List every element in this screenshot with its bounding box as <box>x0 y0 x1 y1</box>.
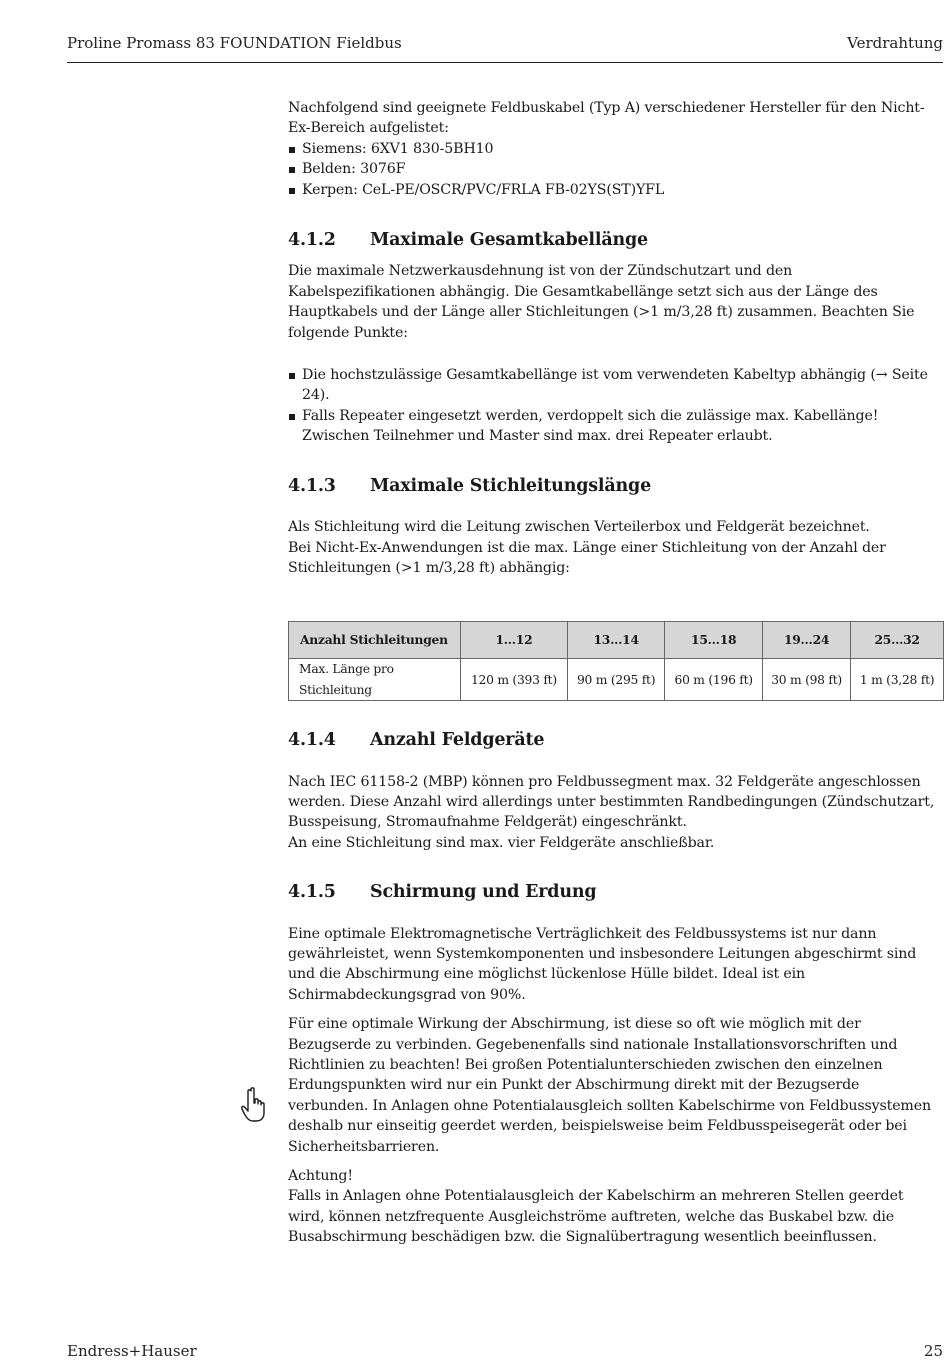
section-text: Nach IEC 61158-2 (MBP) können pro Feldbussegment max. 32 Feldgeräte angeschlossen werden. Diese Anzahl wird allerdings unter bestimmten Randbedingungen (Zündschutzart, Busspeisung, Stromaufnahme Feldgerät) eingeschränkt. <box>288 773 935 831</box>
list-item: Kerpen: CeL-PE/OSCR/PVC/FRLA FB-02YS(ST)YFL <box>288 180 943 200</box>
caution-title: Achtung! <box>288 1168 353 1185</box>
page-number: 25 <box>923 1342 943 1360</box>
table-cell: 120 m (393 ft) <box>461 659 568 701</box>
table-cell: 60 m (196 ft) <box>665 659 763 701</box>
table-header-cell: 1…12 <box>461 622 568 659</box>
section-text: Eine optimale Elektromagnetische Verträglichkeit des Feldbussystems ist nur dann gewährleistet, wenn Systemkomponenten und insbesondere Leitungen abgeschirmt sind und die Abschirmung eine möglichst lückenlose Hülle bildet. Ideal ist ein Schirmabdeckungsgrad von 90%. <box>288 925 917 1003</box>
section-number: 4.1.3 <box>288 475 336 496</box>
page-header <box>67 34 943 63</box>
pointing-hand-icon <box>240 1087 266 1123</box>
section-title: Anzahl Feldgeräte <box>370 730 545 751</box>
section-number: 4.1.2 <box>288 230 336 251</box>
cable-list <box>288 139 943 200</box>
table-cell: 1 m (3,28 ft) <box>851 659 944 701</box>
table-header-cell: 19…24 <box>762 622 850 659</box>
table-cell: 30 m (98 ft) <box>762 659 850 701</box>
section-text: An eine Stichleitung sind max. vier Feldgeräte anschließbar. <box>288 834 715 851</box>
stub-length-table <box>288 621 944 701</box>
intro-text: Nachfolgend sind geeignete Feldbuskabel (Typ A) verschiedener Hersteller für den Nicht-Ex-Bereich aufgelistet: <box>288 100 925 137</box>
footer-company: Endress+Hauser <box>67 1342 197 1360</box>
table-cell: 90 m (295 ft) <box>567 659 665 701</box>
table-header-row <box>289 622 944 659</box>
section-text: Bei Nicht-Ex-Anwendungen ist die max. Länge einer Stichleitung von der Anzahl der Stichleitungen (>1 m/3,28 ft) abhängig: <box>288 539 886 576</box>
table-cell: Max. Länge pro Stichleitung <box>289 659 461 701</box>
list-item: Die hochstzulässige Gesamtkabellänge ist vom verwendeten Kabeltyp abhängig (→ Seite 24). <box>288 365 943 406</box>
section-title: Maximale Stichleitungslänge <box>370 475 652 496</box>
section-heading-4-1-3 <box>288 476 943 496</box>
section-text: Die maximale Netzwerkausdehnung ist von der Zündschutzart und den Kabelspezifikationen abhängig. Die Gesamtkabellänge setzt sich aus der Länge des Hauptkabels und der Länge aller Stichleitungen (>1 m/3,28 ft) zusammen. Beachten Sie folgende Punkte: <box>288 263 915 341</box>
table-header-cell: 15…18 <box>665 622 763 659</box>
section-heading-4-1-5 <box>288 882 943 902</box>
header-document-title: Proline Promass 83 FOUNDATION Fieldbus <box>67 34 402 52</box>
list-item: Siemens: 6XV1 830-5BH10 <box>288 139 943 159</box>
table-header-cell: 13…14 <box>567 622 665 659</box>
list-item: Belden: 3076F <box>288 159 943 179</box>
table-header-cell: 25…32 <box>851 622 944 659</box>
section-heading-4-1-4 <box>288 730 943 750</box>
caution-note <box>288 1166 943 1248</box>
section-heading-4-1-2 <box>288 230 943 250</box>
section-number: 4.1.5 <box>288 882 336 903</box>
header-chapter: Verdrahtung <box>847 34 943 52</box>
table-row <box>289 659 944 701</box>
section-number: 4.1.4 <box>288 730 336 751</box>
main-content <box>288 98 943 1248</box>
section-text: Als Stichleitung wird die Leitung zwischen Verteilerbox und Feldgerät bezeichnet. <box>288 519 870 536</box>
section-text: Für eine optimale Wirkung der Abschirmung, ist diese so oft wie möglich mit der Bezugserde zu verbinden. Gegebenenfalls sind nationale Installationsvorschriften und Richtlinien zu beachten! Bei großen Potentialunterschieden zwischen den einzelnen Erdungspunkten wird nur ein Punkt der Abschirmung direkt mit der Bezugserde verbunden. In Anlagen ohne Potentialausgleich sollten Kabelschirme von Feldbussystemen deshalb nur einseitig geerdet werden, beispielsweise beim Feldbusspeisegerät oder bei Sicherheitsbarrieren. <box>288 1016 931 1155</box>
caution-text: Falls in Anlagen ohne Potentialausgleich der Kabelschirm an mehreren Stellen geerdet wird, können netzfrequente Ausgleichströme auftreten, welche das Buskabel bzw. die Busabschirmung beschädigen bzw. die Signalübertragung wesentlich beeinflussen. <box>288 1188 904 1246</box>
section-title: Schirmung und Erdung <box>370 882 597 903</box>
table-header-cell: Anzahl Stichleitungen <box>289 622 461 659</box>
list-item: Falls Repeater eingesetzt werden, verdoppelt sich die zulässige max. Kabellänge! Zwischen Teilnehmer und Master sind max. drei Repeater erlaubt. <box>288 406 943 447</box>
cable-length-points <box>288 365 943 447</box>
section-title: Maximale Gesamtkabellänge <box>370 230 648 251</box>
